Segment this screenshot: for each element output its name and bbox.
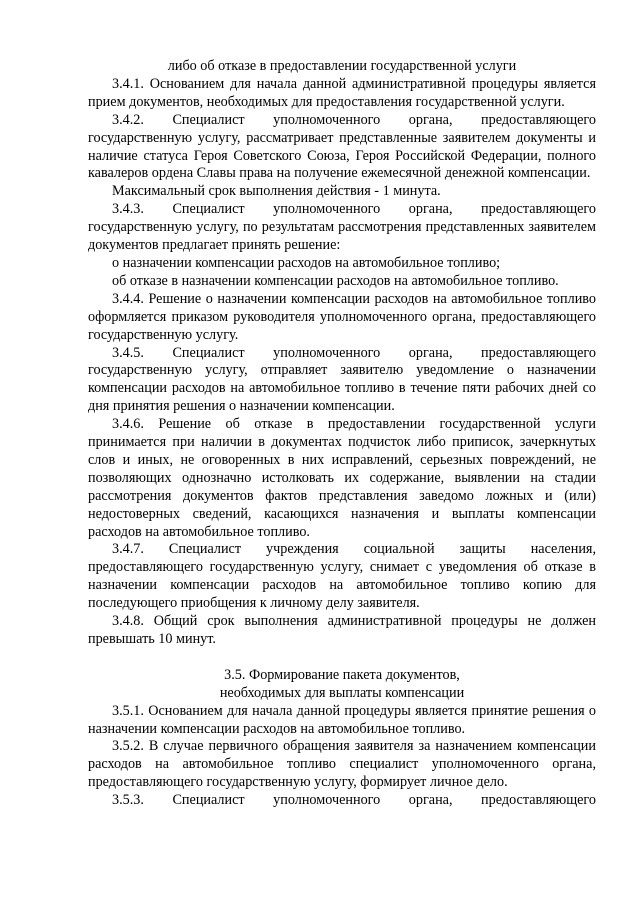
paragraph-3-4-6: 3.4.6. Решение об отказе в предоставлении государственной услуги принимается при наличии в документах подчисток либо приписок, зачеркнутых слов и иных, не оговоренных в них исправлений, серьезных повреждений, не позволяющих однозначно истолковать их содержание, выявлении на стадии рассмотрения документов фактов представления заведомо ложных и (или) недостоверных сведений, касающихся назначения и выплаты компенсации расходов на автомобильное топливо. bbox=[88, 416, 596, 540]
paragraph-3-4-2: 3.4.2. Специалист уполномоченного органа, предоставляющего государственную услугу, рассматривает представленные заявителем документы и наличие статуса Героя Советского Союза, Героя Российской Федерации, полного кавалеров ордена Славы права на получение ежемесячной денежной компенсации. bbox=[88, 111, 596, 182]
paragraph-3-4-3-option-a: о назначении компенсации расходов на автомобильное топливо; bbox=[112, 254, 501, 271]
paragraph-3-4-4: 3.4.4. Решение о назначении компенсации расходов на автомобильное топливо оформляется приказом руководителя уполномоченного органа, предоставляющего государственную услугу. bbox=[88, 290, 596, 343]
paragraph-3-5-3: 3.5.3. Специалист уполномоченного органа, предоставляющего bbox=[112, 792, 596, 809]
paragraph-3-4-8: 3.4.8. Общий срок выполнения административной процедуры не должен превышать 10 минут. bbox=[88, 613, 596, 647]
document-page bbox=[88, 58, 596, 810]
paragraph-3-4-7: 3.4.7. Специалист учреждения социальной защиты населения, предоставляющего государственную услугу, снимает с уведомления об отказе в назначении компенсации расходов на автомобильное топливо копию для последующего приобщения к личному делу заявителя. bbox=[88, 541, 596, 612]
section-heading-line-1: 3.5. Формирование пакета документов, bbox=[224, 666, 460, 683]
section-heading-line-2: необходимых для выплаты компенсации bbox=[219, 684, 465, 701]
paragraph-3-4-5: 3.4.5. Специалист уполномоченного органа, предоставляющего государственную услугу, отправляет заявителю уведомление о назначении компенсации расходов на автомобильное топливо в течение пяти рабочих дней со дня принятия решения о назначении компенсации. bbox=[88, 344, 596, 415]
paragraph-3-5-2: 3.5.2. В случае первичного обращения заявителя за назначением компенсации расходов на автомобильное топливо специалист уполномоченного органа, предоставляющего государственную услугу, формирует личное дело. bbox=[88, 738, 596, 791]
spacer bbox=[88, 649, 596, 667]
paragraph-3-4-2-deadline: Максимальный срок выполнения действия - 1 минута. bbox=[112, 183, 441, 200]
paragraph-3-4-3-option-b: об отказе в назначении компенсации расходов на автомобильное топливо. bbox=[112, 272, 559, 289]
paragraph-3-4-3: 3.4.3. Специалист уполномоченного органа, предоставляющего государственную услугу, по результатам рассмотрения представленных заявителем документов предлагает принять решение: bbox=[88, 201, 596, 254]
paragraph-3-4-1: 3.4.1. Основанием для начала данной административной процедуры является прием документов, необходимых для предоставления государственной услуги. bbox=[88, 75, 596, 110]
continuation-heading-line: либо об отказе в предоставлении государственной услуги bbox=[167, 58, 517, 74]
paragraph-3-5-1: 3.5.1. Основанием для начала данной процедуры является принятие решения о назначении компенсации расходов на автомобильное топливо. bbox=[88, 702, 596, 737]
